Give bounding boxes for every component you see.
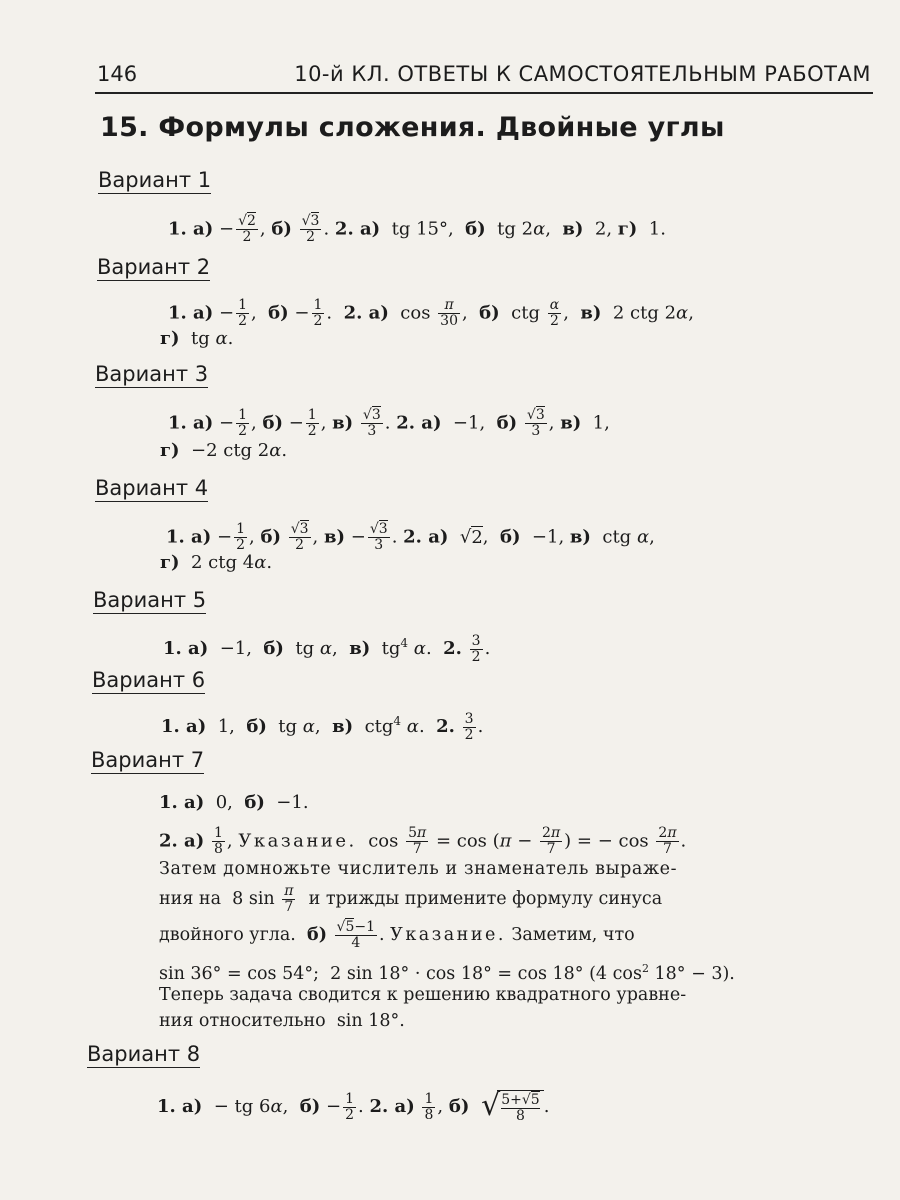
variant-2-answers-line-1: 1. а) − $\frac{1}{2}$ , б) − $\frac{1}{2}$ . 2. а) cos $\frac{\pi}{30}$ , б) ctg $\frac{\alpha}{2}$ , в) 2 ctg 2α,: [168, 297, 694, 329]
variant-7-text-teper: Теперь задача сводится к решению квадратного уравне-: [159, 985, 687, 1005]
variant-1-answers: 1. а) − $\frac{√2}{2}$ , б) $\frac{√3}{2}$ . 2. а) tg 15°, б) tg 2α, в) 2, г) 1.: [168, 213, 666, 245]
variant-5-answers: 1. а) −1, б) tg α, в) $tg^4$ α. 2. $\frac{3}{2}$ .: [163, 632, 491, 665]
variant-1-label: Вариант 1: [98, 168, 212, 192]
text-trizhdy: и трижды примените формулу синуса: [308, 889, 663, 909]
big-sqrt: √ $\frac{5+√5}{8}$: [481, 1090, 544, 1124]
variant-6-answers: 1. а) 1, б) tg α, в) ctg$^4$ α. 2. $\frac{3}{2}$ .: [161, 710, 484, 743]
variant-8-label: Вариант 8: [87, 1042, 201, 1066]
section-title: 15. Формулы сложения. Двойные углы: [100, 112, 725, 143]
variant-3-answers-line-1: 1. а) − $\frac{1}{2}$ , б) − $\frac{1}{2}$ , в) $\frac{√3}{3}$ . 2. а) −1, б) $\frac{√3}{3}$ , в) 1,: [168, 407, 610, 439]
variant-4-answers-line-2: г) 2 ctg 4α.: [160, 552, 273, 573]
variant-7-part-1: 1. а) 0, б) −1.: [159, 792, 309, 813]
hint-word-1: Указание.: [238, 830, 357, 852]
variant-7-formula-line: sin 36° = cos 54°; 2 sin 18° · cos 18° = cos 18° (4 $\cos^2 18^\circ - 3$).: [159, 962, 735, 984]
variant-4-answers-line-1: 1. а) − $\frac{1}{2}$ , б) $\frac{√3}{2}$ , в) − $\frac{√3}{3}$ . 2. а) √2, б) −1, в) ctg α,: [166, 521, 655, 553]
variant-3-label: Вариант 3: [95, 362, 209, 386]
variant-7-label: Вариант 7: [91, 748, 205, 772]
page-number: 146: [97, 62, 138, 86]
variant-6-label: Вариант 6: [92, 668, 206, 692]
variant-7-text-line-4: двойного угла. б) $\frac{√5-1}{4}$ . Указание. Заметим, что: [159, 919, 635, 951]
text-nia: ния на: [159, 889, 222, 909]
variant-3-answers-line-2: г) −2 ctg 2α.: [160, 440, 288, 461]
variant-5-label: Вариант 5: [93, 588, 207, 612]
text-dvoinogo: двойного угла.: [159, 925, 296, 945]
variant-7-text-last: ния относительно sin 18°.: [159, 1011, 405, 1031]
variant-8-answers: 1. а) − tg 6α, б) − $\frac{1}{2}$ . 2. а) $\frac{1}{8}$ , б) √ $\frac{5+√5}{8}$ .: [157, 1088, 550, 1124]
variant-7-part-2-line-1: 2. а) $\frac{1}{8}$ , Указание. cos $\frac{5\pi}{7}$ = cos (π − $\frac{2\pi}{7}$ ) = − cos $\frac{2\pi}{7}$ .: [159, 825, 687, 857]
variant-7-text-line-3: ния на 8 sin $\frac{\pi}{7}$ и трижды примените формулу синуса: [159, 883, 663, 915]
variant-7-text-zatem: Затем домножьте числитель и знаменатель выраже-: [159, 859, 678, 879]
variant-2-label: Вариант 2: [97, 255, 211, 279]
running-header: [95, 58, 873, 94]
hint-word-2: Указание.: [390, 925, 506, 945]
running-title: 10-й КЛ. ОТВЕТЫ К САМОСТОЯТЕЛЬНЫМ РАБОТАМ: [294, 62, 871, 86]
variant-2-answers-line-2: г) tg α.: [160, 328, 234, 349]
variant-4-label: Вариант 4: [95, 476, 209, 500]
text-otnos: ния относительно: [159, 1011, 326, 1031]
text-zametim: Заметим, что: [511, 925, 635, 945]
